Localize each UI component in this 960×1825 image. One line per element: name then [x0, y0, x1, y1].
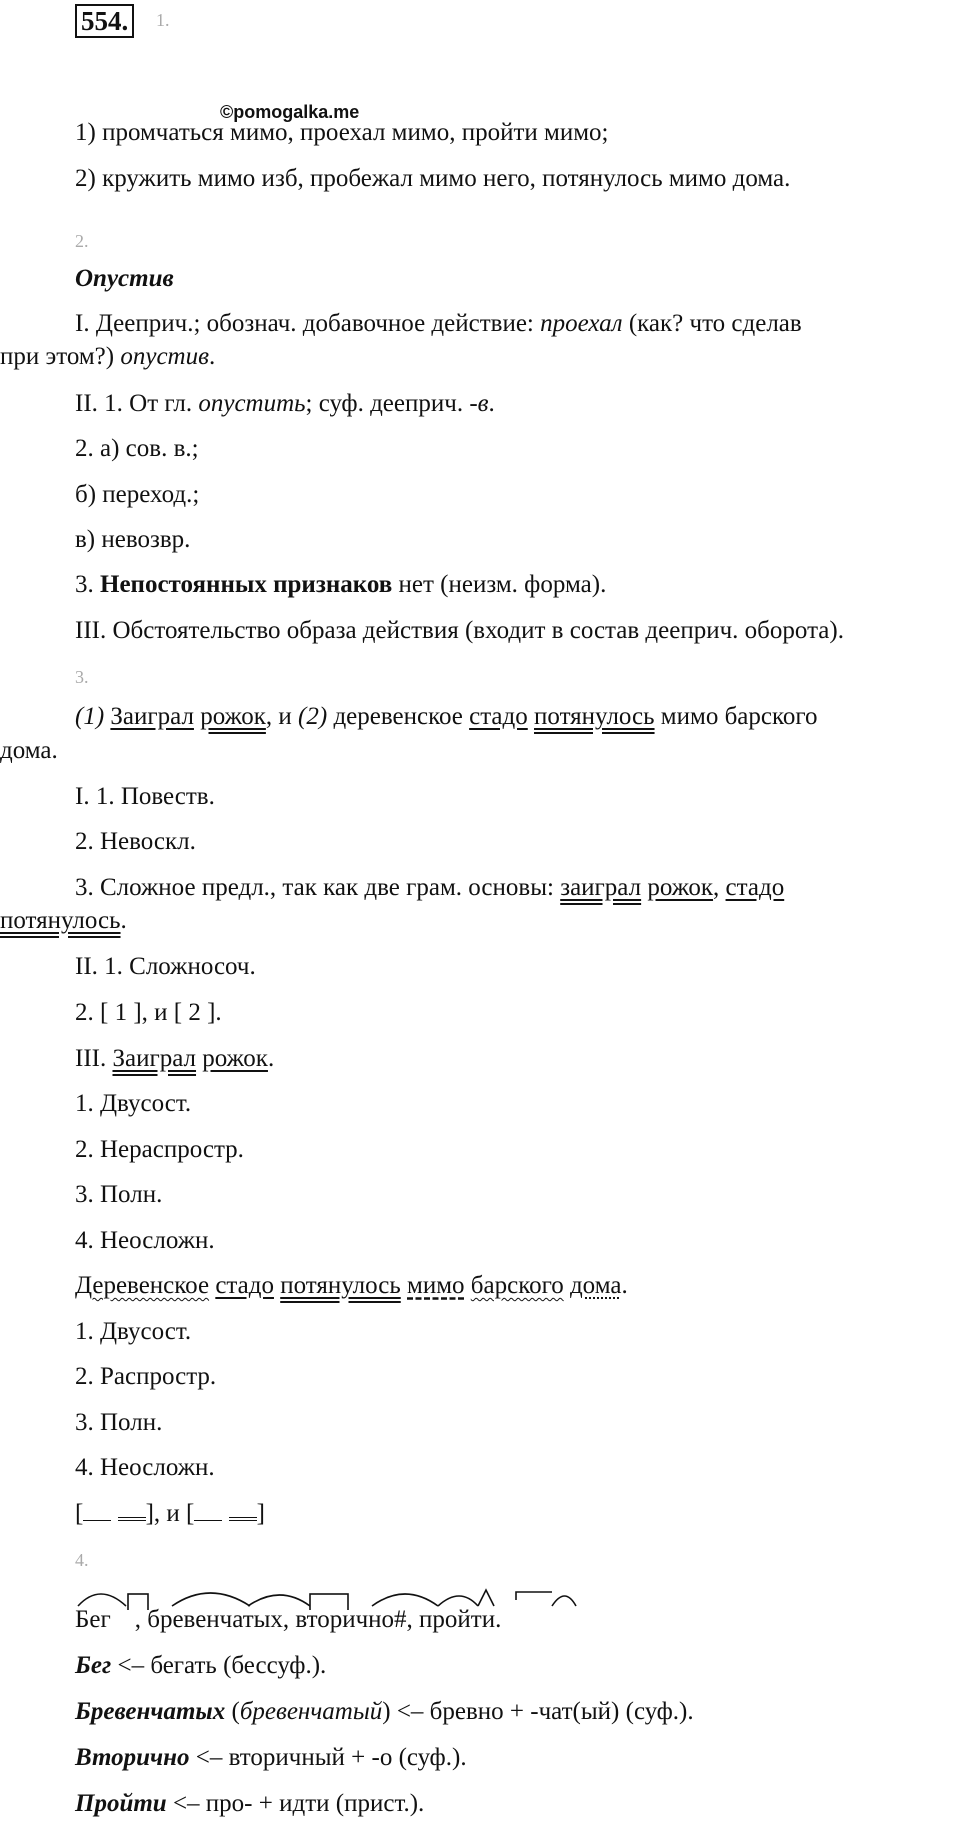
task1-line1: 1) промчаться мимо, проехал мимо, пройти мимо; [75, 119, 609, 146]
predicate-mark [118, 1499, 146, 1521]
analysis-a2: 2. Невоскл. [75, 828, 196, 855]
sentence-scheme: [ ], и [ ] [75, 1500, 265, 1527]
sentence-line1: (1) Заиграл рожок, и (2) деревенское стадо потянулось мимо барского [75, 703, 818, 730]
task-number-4: 4. [75, 1550, 89, 1570]
morph-p3: 2. а) сов. в.; [75, 435, 199, 462]
analysis-e: Деревенское стадо потянулось мимо барского дома. [75, 1272, 628, 1299]
analysis-b2: 2. [ 1 ], и [ 2 ]. [75, 999, 222, 1026]
analysis-a1: I. 1. Повеств. [75, 783, 215, 810]
analysis-f4: 4. Неосложн. [75, 1454, 215, 1481]
task-number-3: 3. [75, 667, 89, 687]
analysis-f3: 3. Полн. [75, 1409, 163, 1436]
morph-p1: I. Дееприч.; обознач. добавочное действие: проехал (как? что сделав [75, 310, 802, 337]
subject-mark [83, 1500, 111, 1521]
task1-line2: 2) кружить мимо изб, пробежал мимо него, потянулось мимо дома. [75, 165, 791, 192]
morph-p2: II. 1. От гл. опустить; суф. дееприч. -в. [75, 390, 495, 417]
morph-p6: 3. Непостоянных признаков нет (неизм. форма). [75, 571, 607, 598]
task-number-2: 2. [75, 231, 89, 251]
subject-mark-2 [194, 1500, 222, 1521]
analysis-f2: 2. Распростр. [75, 1363, 217, 1390]
task-number-1: 1. [156, 10, 170, 30]
morph-p7: III. Обстоятельство образа действия (входит в состав дееприч. оборота). [75, 617, 844, 644]
root-arc-y [552, 1596, 576, 1606]
analysis-d1: 1. Двусост. [75, 1090, 192, 1117]
morph-p5: в) невозвр. [75, 526, 191, 553]
morph-p1-cont: при этом?) опустив. [0, 343, 216, 370]
analysis-d3: 3. Полн. [75, 1181, 163, 1208]
derivation-4: Пройти <– про- + идти (прист.). [75, 1790, 425, 1817]
analysis-c: III. Заиграл рожок. [75, 1045, 275, 1072]
morph-p4: б) переход.; [75, 481, 200, 508]
prefix-mark-pro [516, 1592, 552, 1600]
word-heading: Опустив [75, 265, 174, 292]
derivation-2: Бревенчатых (бревенчатый) <– бревно + -чат(ый) (суф.). [75, 1698, 694, 1725]
analysis-d2: 2. Нераспростр. [75, 1136, 244, 1163]
derivation-1: Бег <– бегать (бессуф.). [75, 1652, 327, 1679]
suffix-hat-o [478, 1590, 494, 1606]
exercise-number: 554. [75, 4, 134, 38]
analysis-d4: 4. Неосложн. [75, 1227, 215, 1254]
analysis-b1: II. 1. Сложносоч. [75, 953, 256, 980]
analysis-a3: 3. Сложное предл., так как две грам. основы: заиграл рожок, стадо [75, 874, 785, 901]
watermark: ©pomogalka.me [220, 102, 360, 122]
sentence-line2: дома. [0, 737, 58, 764]
derivation-3: Вторично <– вторичный + -о (суф.). [75, 1744, 467, 1771]
analysis-f1: 1. Двусост. [75, 1318, 192, 1345]
morpheme-line: Бег , бревенчатых, вторично#, пройти. [75, 1606, 502, 1633]
predicate-mark-2 [229, 1499, 257, 1521]
analysis-a3-cont: потянулось. [0, 907, 127, 934]
